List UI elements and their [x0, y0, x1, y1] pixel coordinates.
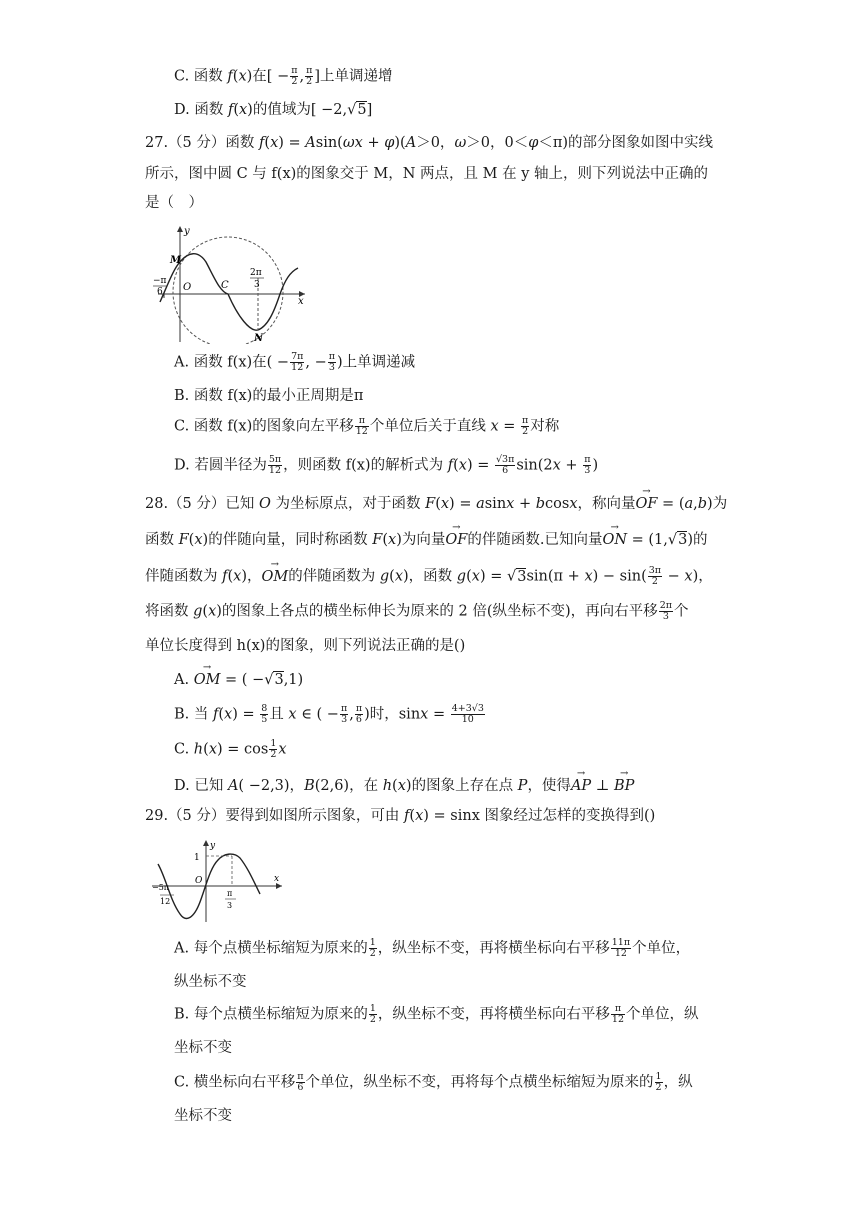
- q29-option-b-line2: 坐标不变: [174, 1040, 232, 1056]
- q26-option-d: D. 函数 f(x)的值域为[ −2,√5]: [174, 102, 373, 118]
- q27-option-b: B. 函数 f(x)的最小正周期是π: [174, 388, 364, 404]
- q28-option-b: B. 当 f(x) = $\frac{8}{5}$ 且 x ∈ ( − $\frac{\pi}{3}$ , $\frac{\pi}{6}$ )时，sinx = $\frac{4+3√3}{10}$: [174, 703, 484, 725]
- q28-stem-line3: 伴随函数为 f(x)，→ OM的伴随函数为 g(x)，函数 g(x) = √3sin(π + x) − sin( $\frac{3\pi}{2}$ − x)，: [145, 566, 713, 587]
- q29-option-c-line1: C. 横坐标向右平移 $\frac{\pi}{6}$ 个单位，纵坐标不变，再将每个点横坐标缩短为原来的 $\frac{1}{2}$ ，纵: [174, 1071, 693, 1093]
- q27-fig-label-2pi-3: 2π: [250, 268, 262, 278]
- q29-option-a-line2: 纵坐标不变: [174, 974, 247, 990]
- q28-stem-line4: 将函数 g(x)的图象上各点的横坐标伸长为原来的 2 倍(纵坐标不变)，再向右平移 $\frac{2\pi}{3}$ 个: [145, 600, 689, 622]
- q29-option-b-line1: B. 每个点横坐标缩短为原来的 $\frac{1}{2}$ ，纵坐标不变，再将横坐标向右平移 $\frac{\pi}{12}$ 个单位，纵: [174, 1003, 699, 1025]
- q27-stem-line1: 27.（5 分）函数 f(x) = Asin(ωx + φ)(A＞0，ω＞0，0＜φ＜π)的部分图象如图中实线: [145, 135, 714, 151]
- q27-fig-label-c: C: [221, 280, 229, 291]
- q27-fig-label-n: N: [254, 333, 264, 344]
- q29-fig-label-1: 1: [194, 853, 200, 863]
- q29-fig-label-pi-3: π: [227, 889, 233, 898]
- q28-stem-line1: 28.（5 分）已知 O 为坐标原点，对于函数 F(x) = asinx + bcosx，称向量→ OF = (a,b)为: [145, 494, 727, 514]
- q27-stem-line2: 所示，图中圆 C 与 f(x)的图象交于 M，N 两点，且 M 在 y 轴上，则下列说法中正确的: [145, 166, 709, 182]
- q29-fig-label-o: O: [195, 876, 203, 886]
- q27-option-a: A. 函数 f(x)在( − $\frac{7\pi}{12}$ , − $\frac{\pi}{3}$ )上单调递减: [174, 351, 416, 373]
- q28-stem-line5: 单位长度得到 h(x)的图象，则下列说法正确的是(): [145, 638, 466, 654]
- q29-option-a-line1: A. 每个点横坐标缩短为原来的 $\frac{1}{2}$ ，纵坐标不变，再将横坐标向右平移 $\frac{11\pi}{12}$ 个单位，: [174, 937, 691, 959]
- q27-figure: [150, 222, 310, 344]
- q26-option-c: C. 函数 f(x)在[ − $\frac{\pi}{2}$ , $\frac{\pi}{2}$ ]上单调递增: [174, 65, 393, 87]
- q27-fig-label-y: y: [184, 226, 190, 237]
- q27-option-c: C. 函数 f(x)的图象向左平移 $\frac{\pi}{12}$ 个单位后关于直线 x = $\frac{\pi}{2}$ 对称: [174, 415, 560, 437]
- q28-option-c: C. h(x) = cos $\frac{1}{2}$ x: [174, 738, 287, 760]
- q29-figure: [148, 838, 288, 924]
- svg-text:6: 6: [157, 287, 163, 297]
- q27-fig-label-o: O: [183, 282, 192, 293]
- q29-fig-label-y: y: [210, 841, 216, 851]
- q29-stem-line1: 29.（5 分）要得到如图所示图象，可由 f(x) = sinx 图象经过怎样的变换得到(): [145, 808, 656, 824]
- q27-fig-label-x: x: [298, 296, 304, 307]
- q28-option-a: A. → OM = ( −√3,1): [174, 670, 303, 690]
- q28-option-d: D. 已知 A( −2,3)，B(2,6)，在 h(x)的图象上存在点 P，使得→ AP ⊥ → BP: [174, 776, 634, 796]
- q29-fig-label-x: x: [274, 874, 280, 884]
- q27-fig-label-neg-pi-6: −π: [153, 276, 167, 286]
- q29-option-c-line2: 坐标不变: [174, 1108, 232, 1124]
- svg-text:3: 3: [254, 280, 260, 290]
- q27-option-d: D. 若圆半径为 $\frac{5\pi}{12}$ ，则函数 f(x)的解析式为 f(x) = $\frac{√3\pi}{6}$ sin(2x + $\frac{\pi}{3}$ ): [174, 454, 599, 476]
- q27-fig-label-m: M: [170, 255, 182, 266]
- svg-text:3: 3: [227, 901, 233, 910]
- svg-text:12: 12: [160, 897, 171, 906]
- q27-stem-line3: 是（ ）: [145, 195, 203, 211]
- q29-fig-label-5pi-12: −5π: [152, 883, 170, 892]
- q28-stem-line2: 函数 F(x)的伴随向量，同时称函数 F(x)为向量→ OF的伴随函数.已知向量→ ON = (1,√3)的: [145, 530, 708, 550]
